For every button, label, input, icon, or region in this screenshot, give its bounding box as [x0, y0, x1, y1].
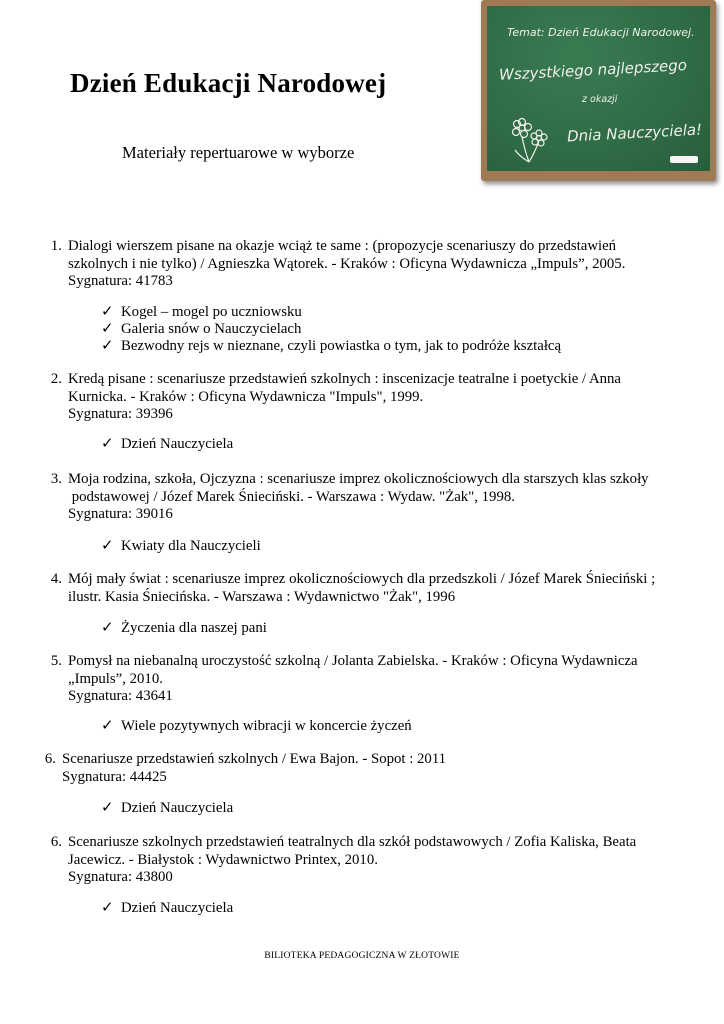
sub-item [101, 321, 301, 339]
item-line: Scenariusze przedstawień szkolnych / Ewa Bajon. - Sopot : 2011 [62, 751, 447, 767]
item-line: Dialogi wierszem pisane na okazje wciąż te same : (propozycje scenariuszy do przedstawień [68, 238, 617, 254]
checkmark-icon: ✓ [101, 800, 114, 816]
chalkboard-line-2: Wszystkiego najlepszego [498, 56, 688, 84]
sub-item-label: Dzień Nauczyciela [121, 900, 234, 916]
chalkboard-line-1: Temat: Dzień Edukacji Narodowej. [507, 26, 695, 39]
chalk-piece [670, 156, 698, 163]
item-line: Mój mały świat : scenariusze imprez okolicznościowych dla przedszkoli / Józef Marek Śnieciński ; [68, 571, 656, 587]
sub-item [101, 338, 561, 356]
chalkboard-line-4: Dnia Nauczyciela! [566, 120, 703, 146]
sub-item-label: Wiele pozytywnych wibracji w koncercie życzeń [121, 718, 412, 734]
page-subtitle: Materiały repertuarowe w wyborze [122, 143, 355, 162]
chalkboard-image [481, 0, 716, 181]
checkmark-icon: ✓ [101, 620, 114, 636]
sub-item-label: Kogel – mogel po uczniowsku [121, 304, 302, 320]
checkmark-icon: ✓ [101, 718, 114, 734]
sub-item-label: Bezwodny rejs w nieznane, czyli powiastka o tym, jak to podróże kształcą [121, 338, 562, 354]
item-signature: Sygnatura: 39396 [68, 406, 173, 422]
sub-item [101, 900, 233, 918]
item-line: Kredą pisane : scenariusze przedstawień szkolnych : inscenizacje teatralne i poetyckie / Anna [68, 371, 622, 387]
item-line: podstawowej / Józef Marek Śnieciński. - Warszawa : Wydaw. "Żak", 1998. [68, 488, 515, 505]
item-number: 4. [50, 571, 62, 587]
item-line: ilustr. Kasia Śniecińska. - Warszawa : Wydawnictwo "Żak", 1996 [68, 588, 456, 605]
page-footer: BILIOTEKA PEDAGOGICZNA W ZŁOTOWIE [264, 951, 460, 961]
item-signature: Sygnatura: 43641 [68, 688, 173, 704]
sub-item [101, 800, 233, 818]
checkmark-icon: ✓ [101, 900, 114, 916]
checkmark-icon: ✓ [101, 321, 114, 337]
checkmark-icon: ✓ [101, 304, 114, 320]
checkmark-icon: ✓ [101, 338, 114, 354]
item-line: Kurnicka. - Kraków : Oficyna Wydawnicza "Impuls", 1999. [68, 388, 424, 405]
item-number: 2. [50, 371, 62, 387]
flower-drawing-icon [507, 116, 557, 166]
item-signature: Sygnatura: 39016 [68, 506, 173, 522]
sub-item [101, 436, 233, 454]
sub-item [101, 538, 261, 556]
chalkboard-line-3: z okazji [582, 94, 618, 105]
sub-item [101, 620, 267, 638]
sub-item-label: Dzień Nauczyciela [121, 800, 234, 816]
item-signature: Sygnatura: 41783 [68, 273, 173, 289]
item-signature: Sygnatura: 43800 [68, 869, 173, 885]
sub-item-label: Galeria snów o Nauczycielach [121, 321, 302, 337]
item-signature: Sygnatura: 44425 [62, 768, 167, 785]
item-line: Jacewicz. - Białystok : Wydawnictwo Printex, 2010. [68, 851, 378, 868]
sub-item-label: Kwiaty dla Nauczycieli [121, 538, 261, 554]
item-line: Pomysł na niebanalną uroczystość szkolną / Jolanta Zabielska. - Kraków : Oficyna Wydawnicza [68, 653, 638, 669]
item-number: 3. [50, 471, 62, 487]
item-line: Moja rodzina, szkoła, Ojczyzna : scenariusze imprez okolicznościowych dla starszych klas szkoły [68, 471, 649, 487]
checkmark-icon: ✓ [101, 538, 114, 554]
sub-item [101, 718, 412, 736]
sub-item-label: Dzień Nauczyciela [121, 436, 234, 452]
item-number: 5. [50, 653, 62, 669]
item-number: 1. [50, 238, 62, 254]
checkmark-icon: ✓ [101, 436, 114, 452]
sub-item-label: Życzenia dla naszej pani [121, 620, 267, 636]
item-line: Scenariusze szkolnych przedstawień teatralnych dla szkół podstawowych / Zofia Kaliska, Beata [68, 834, 637, 850]
item-line: szkolnych i nie tylko) / Agnieszka Wątorek. - Kraków : Oficyna Wydawnicza „Impuls”, 2005. [68, 255, 626, 272]
page-title: Dzień Edukacji Narodowej [70, 68, 387, 98]
sub-item [101, 304, 302, 322]
item-number: 6. [50, 834, 62, 850]
item-number: 6. [44, 751, 56, 767]
item-line: „Impuls”, 2010. [68, 670, 163, 687]
